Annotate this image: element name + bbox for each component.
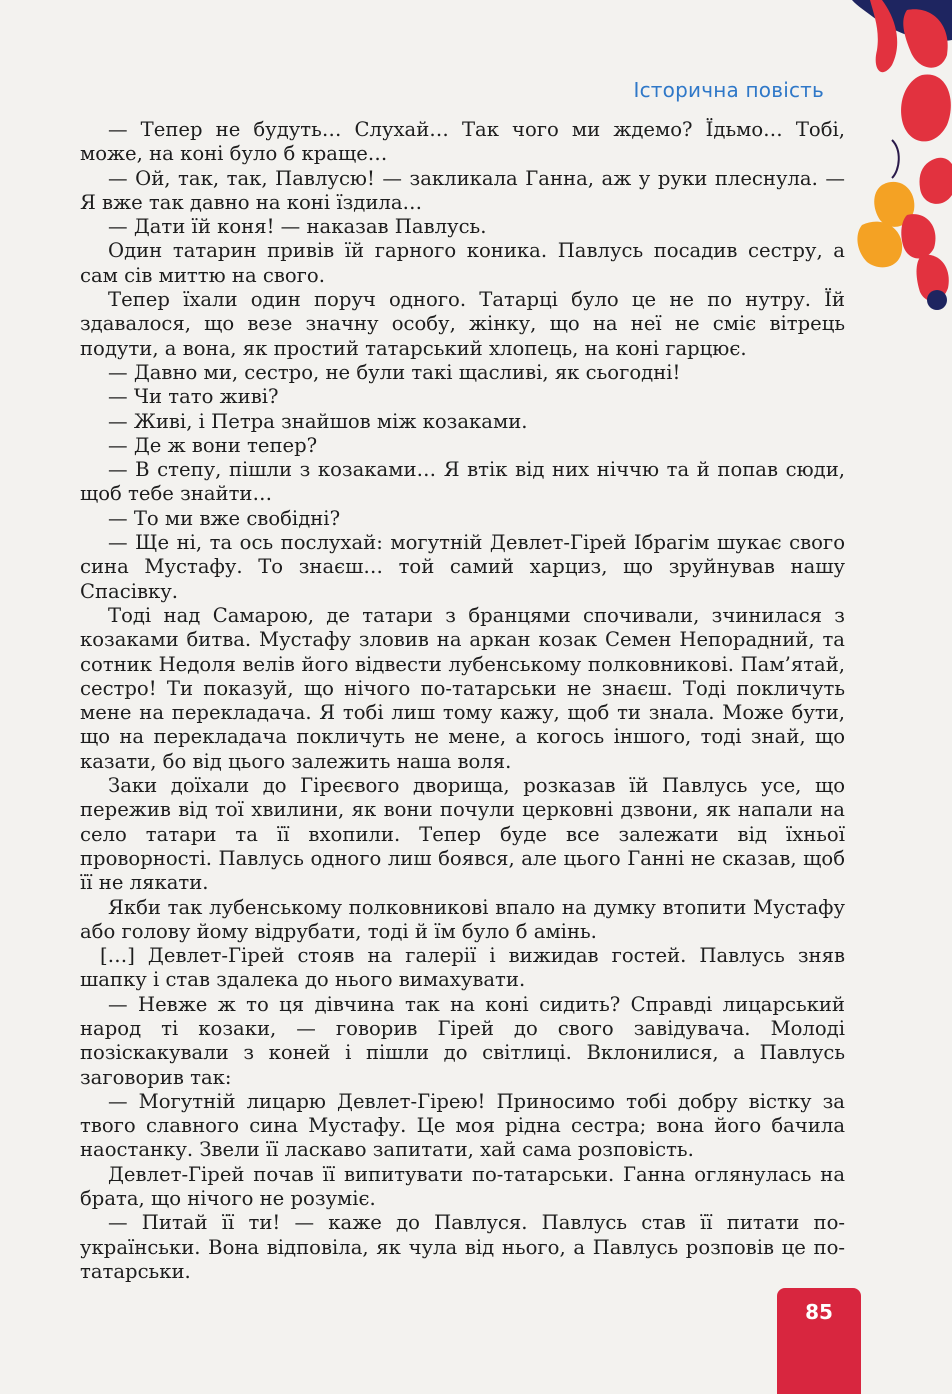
paragraph: — Питай її ти! — каже до Павлуся. Павлусь став її питати по-українськи. Вона відповіла, як чула від нього, а Павлусь розповів це по-татарськи. (80, 1211, 845, 1283)
paragraph: Заки доїхали до Гіреєвого дворища, розказав їй Павлусь усе, що пережив від тої хвилини, як вони почули церковні дзвони, як напали на село татари та її вхопили. Тепер буде все залежати від їхньої проворності. Павлусь одного лиш боявся, але цього Ганні не сказав, щоб її не лякати. (80, 774, 845, 895)
paragraph: — Невже ж то ця дівчина так на коні сидить? Справді лицарський народ ті козаки, — говорив Гірей до свого завідувача. Молоді позіскакували з коней і пішли до світлиці. Вклонилися, а Павлусь заговорив так: (80, 992, 845, 1089)
section-title: Історична повість (633, 78, 824, 102)
paragraph: Тепер їхали один поруч одного. Татарці було це не по нутру. Їй здавалося, що везе значну особу, жінку, що на неї не сміє вітрець подути, а вона, як простий татарський хлопець, на коні гарцює. (80, 288, 845, 360)
story-text (80, 118, 845, 1284)
paragraph: Якби так лубенському полковникові впало на думку втопити Мустафу або голову йому відрубати, тоді й їм було б амінь. (80, 895, 845, 943)
paragraph: — То ми вже свобідні? (108, 506, 341, 530)
paragraph: Девлет-Гірей почав її випитувати по-татарськи. Ганна оглянулась на брата, що нічого не розуміє. (80, 1162, 845, 1211)
page-number: 85 (805, 1300, 833, 1324)
paragraph: — Ой, так, так, Павлусю! — закликала Ганна, аж у руки плеснула. — Я вже так давно на коні їздила… (80, 166, 845, 214)
paragraph: […] Девлет-Гірей стояв на галерії і вижидав гостей. Павлусь зняв шапку і став здалека до нього вимахувати. (80, 944, 845, 992)
paragraph: — Чи тато живі? (108, 385, 279, 409)
paragraph: — Дати їй коня! — наказав Павлусь. (108, 215, 487, 239)
paragraph: — Тепер не будуть… Слухай… Так чого ми ждемо? Їдьмо… Тобі, може, на коні було б краще… (80, 118, 845, 166)
paragraph: Тоді над Самарою, де татари з бранцями спочивали, зчинилася з козаками битва. Мустафу зловив на аркан козак Семен Непорадний, та сотник Недоля велів його відвести лубенському полковникові. Пам’ятай, сестро! Ти показуй, що нічого по-татарськи не знаєш. Тоді покличуть мене на перекладача. Я тобі лиш тому кажу, щоб ти знала. Може бути, що на перекладача покличуть не мене, а когось іншого, тоді знай, що казати, бо від цього залежить наша воля. (80, 603, 845, 773)
paragraph: — Де ж вони тепер? (108, 433, 318, 457)
paragraph: — Живі, і Петра знайшов між козаками. (108, 409, 528, 433)
paragraph: Один татарин привів їй гарного коника. Павлусь посадив сестру, а сам сів миттю на свого. (80, 239, 845, 287)
page-number-tab (777, 1288, 861, 1394)
paragraph: — Могутній лицарю Девлет-Гірею! Приносимо тобі добру вістку за твого славного сина Мустафу. Це моя рідна сестра; вона його бачила наостанку. Звели її ласкаво запитати, хай сама розповість. (80, 1089, 845, 1162)
paragraph: — Давно ми, сестро, не були такі щасливі, як сьогодні! (108, 360, 681, 384)
paragraph: — В степу, пішли з козаками… Я втік від них ніччю та й попав сюди, щоб тебе знайти… (80, 458, 845, 506)
paragraph: — Ще ні, та ось послухай: могутній Девлет-Гірей Ібрагім шукає свого сина Мустафу. То знаєш… той самий харциз, що зруйнував нашу Спасівку. (80, 531, 845, 603)
